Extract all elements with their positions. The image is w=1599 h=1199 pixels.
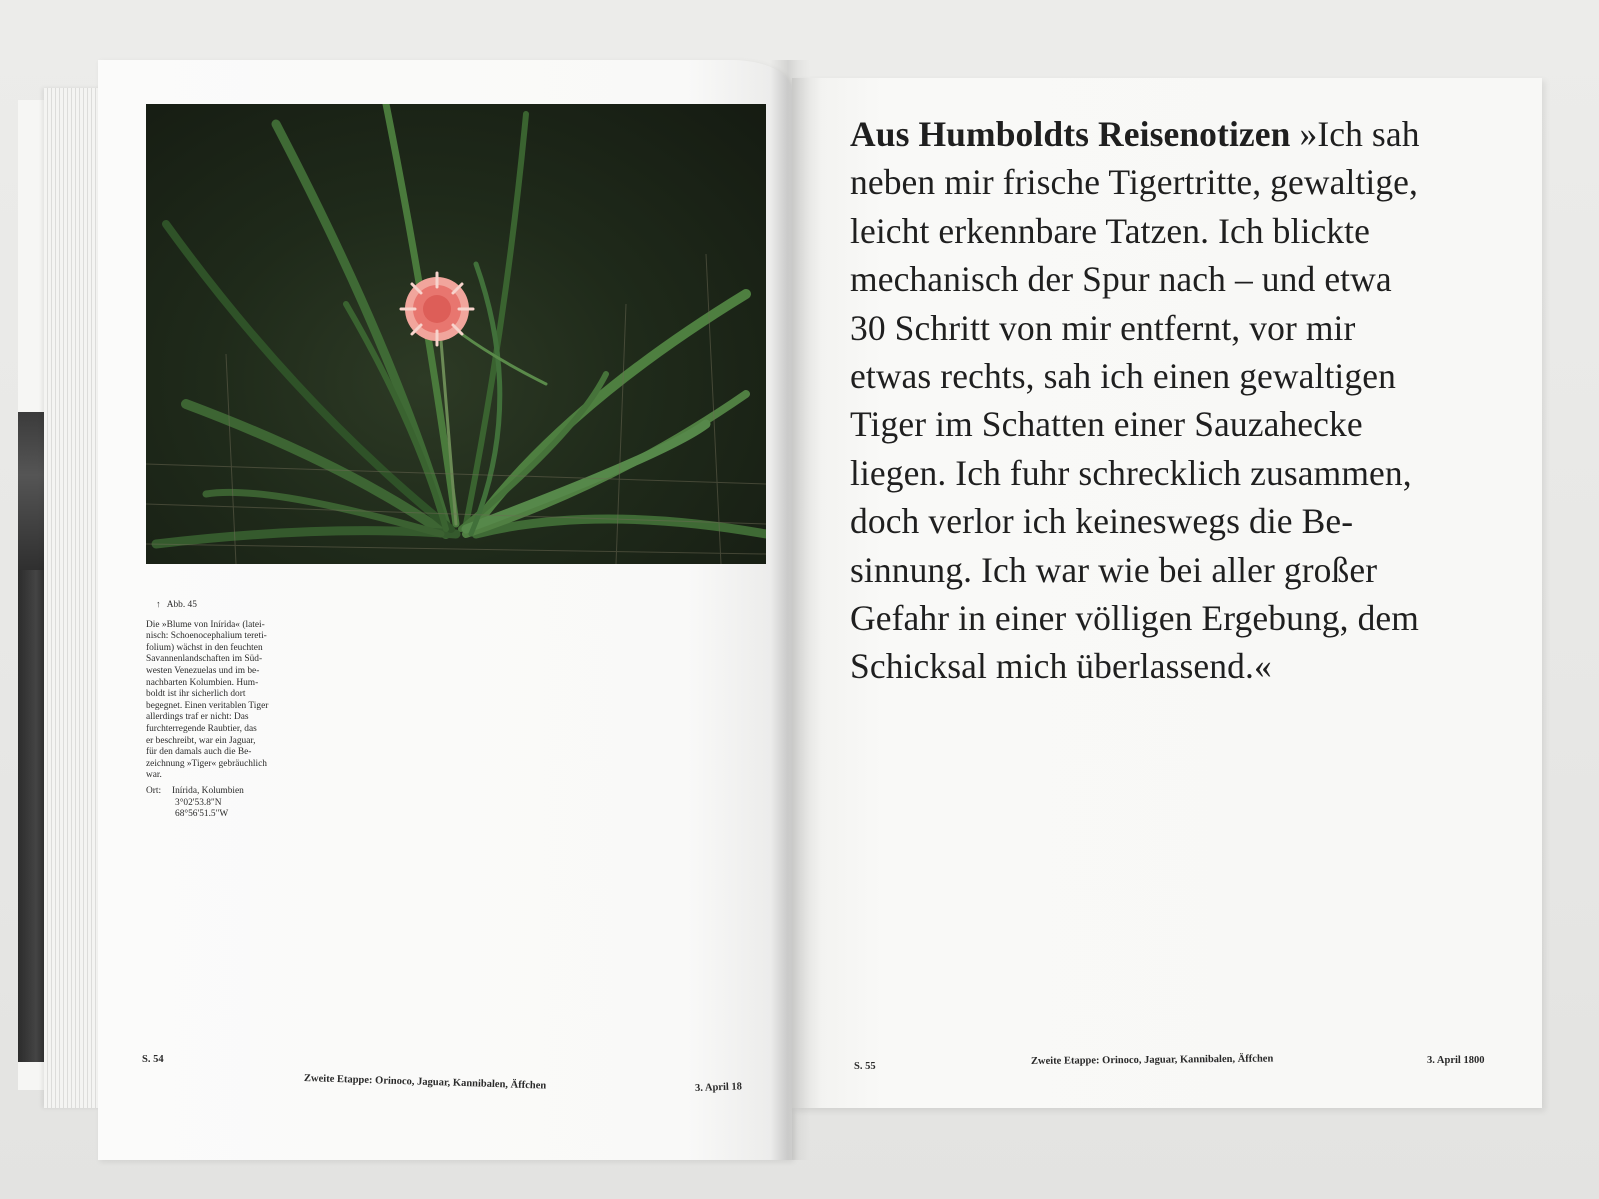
caption-line: zeichnung »Tiger« gebräuchlich	[146, 758, 267, 769]
quote-line: leicht erkennbare Tatzen. Ich blickte	[850, 210, 1370, 251]
left-chapter-title: Zweite Etappe: Orinoco, Jaguar, Kannibalen, Äffchen	[303, 1073, 547, 1092]
quote-line: doch verlor ich keineswegs die Be-	[850, 501, 1354, 542]
caption-line: Die »Blume von Inírida« (latei-	[146, 619, 265, 630]
right-page-number: S. 55	[854, 1061, 876, 1072]
caption-line: begegnet. Einen veritablen Tiger	[146, 700, 269, 711]
quote-line: etwas rechts, sah ich einen gewaltigen	[850, 356, 1396, 397]
location-place: Inírida, Kolumbien	[172, 785, 244, 796]
quote-line: neben mir frische Tigertritte, gewaltige,	[850, 162, 1419, 203]
caption-line: boldt ist ihr sicherlich dort	[146, 689, 246, 700]
page-edges	[44, 88, 104, 1108]
caption-line: allerdings traf er nicht: Das	[146, 712, 249, 723]
right-chapter-title: Zweite Etappe: Orinoco, Jaguar, Kannibalen, Äffchen	[1030, 1053, 1274, 1067]
caption-line: furchterregende Raubtier, das	[146, 723, 257, 734]
caption-line: folium) wächst in den feuchten	[146, 642, 263, 653]
location-lat: 3°02'53.8"N	[175, 797, 222, 808]
caption-line: war.	[146, 770, 162, 781]
quote-line: mechanisch der Spur nach – und etwa	[850, 259, 1392, 300]
left-page-number: S. 54	[142, 1054, 164, 1065]
travel-notes-quote	[850, 110, 1490, 691]
quote-heading: Aus Humboldts Reisenotizen	[850, 114, 1291, 154]
quote-line: liegen. Ich fuhr schrecklich zusammen,	[850, 452, 1412, 493]
caption-line: nisch: Schoenocephalium tereti-	[146, 631, 267, 642]
quote-line: Aus Humboldts Reisenotizen »Ich sah	[850, 114, 1420, 154]
location-block	[146, 786, 284, 821]
quote-line: Gefahr in einer völligen Ergebung, dem	[850, 598, 1419, 639]
arrow-up-icon: ↑	[156, 600, 161, 610]
figure-caption	[146, 600, 284, 821]
caption-line: westen Venezuelas und im be-	[146, 665, 260, 676]
caption-line: er beschreibt, war ein Jaguar,	[146, 735, 256, 746]
left-date: 3. April 18	[694, 1081, 743, 1094]
quote-line: 30 Schritt von mir entfernt, vor mir	[850, 307, 1356, 348]
quote-line: sinnung. Ich war wie bei aller großer	[850, 549, 1378, 590]
caption-line: für den damals auch die Be-	[146, 747, 252, 758]
quote-line: Tiger im Schatten einer Sauzahecke	[850, 404, 1363, 445]
book-gutter	[770, 60, 810, 1160]
caption-line: Savannenlandschaften im Süd-	[146, 654, 263, 665]
caption-line: nachbarten Kolumbien. Hum-	[146, 677, 259, 688]
right-date: 3. April 1800	[1427, 1055, 1485, 1066]
flower-photo	[146, 104, 766, 564]
quote-line: Schicksal mich überlassend.«	[850, 646, 1272, 687]
location-key: Ort:	[146, 785, 162, 796]
location-lon: 68°56'51.5"W	[175, 809, 229, 820]
figure-label: ↑ Abb. 45	[156, 600, 197, 610]
